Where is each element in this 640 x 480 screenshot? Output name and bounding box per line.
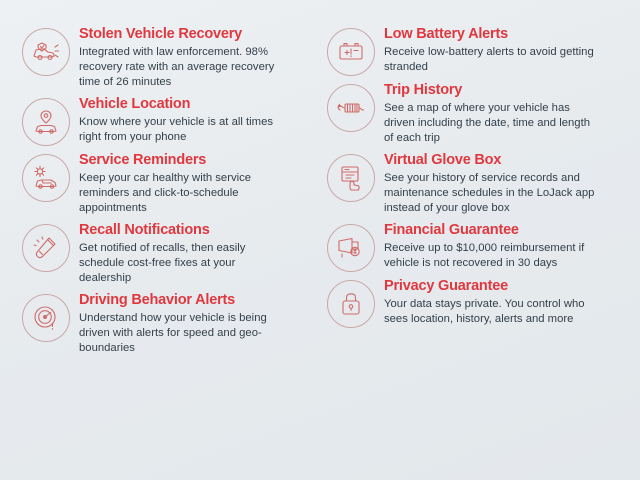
feature-description: Receive low-battery alerts to avoid getting stranded [384, 46, 594, 74]
feature-title: Recall Notifications [79, 221, 210, 238]
feature-text [79, 152, 289, 216]
feature-text [384, 278, 596, 327]
feature-title: Financial Guarantee [384, 221, 519, 238]
feature-low-battery-alerts [327, 26, 618, 76]
feature-stolen-vehicle-recovery [22, 26, 313, 90]
financial-guarantee-icon [327, 224, 375, 272]
feature-title: Driving Behavior Alerts [79, 291, 236, 308]
feature-text [79, 26, 289, 90]
feature-description: Know where your vehicle is at all times right from your phone [79, 116, 274, 144]
feature-title: Stolen Vehicle Recovery [79, 26, 243, 42]
feature-text [79, 96, 289, 145]
service-reminders-icon [22, 154, 70, 202]
feature-text [384, 222, 596, 271]
feature-privacy-guarantee [327, 278, 618, 328]
feature-trip-history [327, 82, 618, 146]
feature-column-left [22, 26, 313, 460]
feature-text [384, 26, 596, 75]
feature-virtual-glove-box [327, 152, 618, 216]
recall-notifications-icon [22, 224, 70, 272]
feature-description: Receive up to $10,000 reimbursement if vehicle is not recovered in 30 days [384, 242, 585, 269]
feature-vehicle-location [22, 96, 313, 146]
feature-description: Integrated with law enforcement. 98% recovery rate with an average recovery time of 26 minutes [79, 46, 275, 89]
feature-recall-notifications [22, 222, 313, 286]
feature-description: Understand how your vehicle is being driven with alerts for speed and geo-boundaries [79, 312, 267, 354]
feature-description: See a map of where your vehicle has driven including the date, time and length of each trip [384, 102, 590, 145]
feature-service-reminders [22, 152, 313, 216]
low-battery-alerts-icon [327, 28, 375, 76]
feature-column-right [327, 26, 618, 460]
feature-title: Privacy Guarantee [384, 277, 508, 294]
stolen-vehicle-recovery-icon [22, 28, 70, 76]
feature-text [384, 152, 596, 216]
driving-behavior-alerts-icon [22, 294, 70, 342]
feature-title: Low Battery Alerts [384, 26, 508, 42]
feature-description: Your data stays private. You control who sees location, history, alerts and more [384, 298, 585, 325]
feature-driving-behavior-alerts [22, 292, 313, 356]
privacy-guarantee-icon [327, 280, 375, 328]
feature-title: Trip History [384, 82, 463, 98]
virtual-glove-box-icon [327, 154, 375, 202]
feature-description: Keep your car healthy with service reminders and click-to-schedule appointments [79, 172, 252, 214]
feature-text [79, 222, 289, 286]
trip-history-icon [327, 84, 375, 132]
feature-description: Get notified of recalls, then easily schedule cost-free fixes at your dealership [79, 242, 246, 284]
vehicle-location-icon [22, 98, 70, 146]
feature-title: Vehicle Location [79, 95, 191, 112]
feature-title: Virtual Glove Box [384, 151, 502, 168]
feature-financial-guarantee [327, 222, 618, 272]
feature-description: See your history of service records and maintenance schedules in the LoJack app instead of your glove box [384, 172, 595, 214]
feature-text [384, 82, 596, 146]
feature-text [79, 292, 289, 356]
feature-columns [22, 26, 618, 460]
feature-title: Service Reminders [79, 151, 207, 168]
